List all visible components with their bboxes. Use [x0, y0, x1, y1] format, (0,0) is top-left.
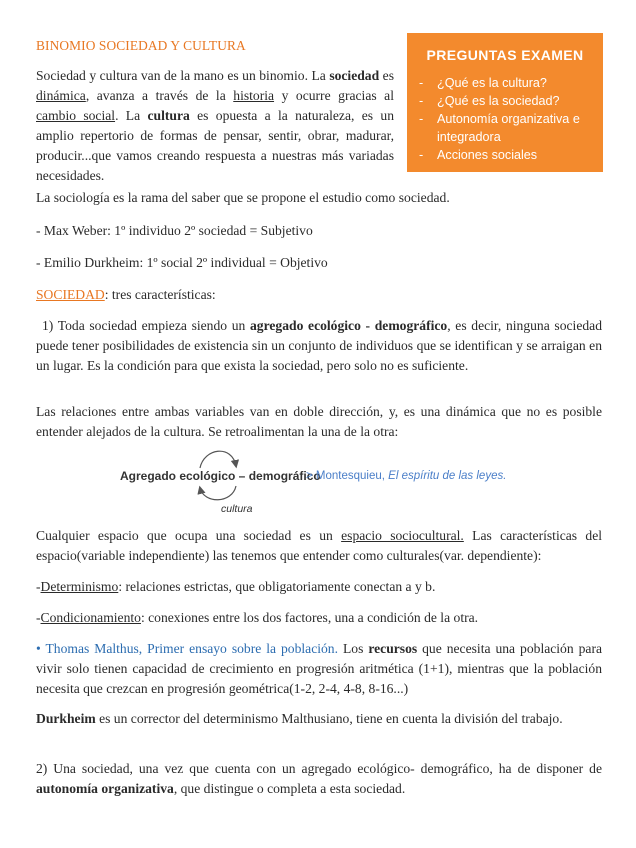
exam-question-item: - ¿Qué es la sociedad?: [419, 92, 591, 110]
exam-questions-title: PREGUNTAS EXAMEN: [426, 47, 584, 63]
space-paragraph: Cualquier espacio que ocupa una sociedad es un espacio sociocultural. Las características del espacio(variable independiente) las tenemos que entender como culturales(var. dependiente):: [36, 528, 602, 563]
intro-paragraph: Sociedad y cultura van de la mano es un binomio. La sociedad es dinámica, avanza a través de la historia y ocurre gracias al cambio social. La cultura es opuesta a la naturaleza, es un amplio repertorio de formas de pensar, sentir, obrar, madurar, producir...que vamos creando respuesta a nuestras más variadas necesidades.: [36, 68, 394, 183]
malthus-reference-link[interactable]: • Thomas Malthus, Primer ensayo sobre la población.: [36, 641, 339, 656]
determinismo-line: -Determinismo: relaciones estrictas, que obligatoriamente conectan a y b.: [36, 579, 436, 594]
weber-line: - Max Weber: 1º individuo 2º sociedad = Subjetivo: [36, 223, 313, 238]
diagram-main-label: Agregado ecológico – demográfico: [120, 469, 321, 483]
condicionamiento-line: -Condicionamiento: conexiones entre los dos factores, una a condición de la otra.: [36, 610, 479, 625]
point-1-paragraph: 1) Toda sociedad empieza siendo un agregado ecológico - demográfico, es decir, ninguna sociedad puede tener posibilidades de existencia sin un conjunto de individuos que se identifican y se arraigan en un lugar. Es la condición para que exista la sociedad, pero solo no es suficiente.: [36, 318, 602, 373]
relations-paragraph: Las relaciones entre ambas variables van en doble dirección, y, es una dinámica que no es posible entender alejados de la cultura. Se retroalimentan la una de la otra:: [36, 404, 602, 439]
diagram-culture-label: cultura: [221, 503, 253, 515]
exam-questions-box: [407, 33, 603, 172]
diagram-reference: > Montesquieu, El espíritu de las leyes.: [306, 470, 507, 482]
sociedad-heading: SOCIEDAD: tres características:: [36, 287, 216, 302]
durkheim-line: - Emilio Durkheim: 1º social 2º individual = Objetivo: [36, 255, 328, 270]
exam-question-item: - Autonomía organizativa e integradora: [419, 110, 591, 146]
sociology-definition: La sociología es la rama del saber que se propone el estudio como sociedad.: [36, 190, 450, 205]
durkheim-paragraph: Durkheim es un corrector del determinismo Malthusiano, tiene en cuenta la división del trabajo.: [36, 711, 563, 726]
exam-question-item: - Acciones sociales: [419, 146, 591, 164]
exam-questions-list: [419, 74, 591, 164]
sociedad-label: SOCIEDAD: [36, 287, 105, 302]
feedback-diagram: [118, 442, 538, 518]
section-title: BINOMIO SOCIEDAD Y CULTURA: [36, 38, 246, 53]
malthus-paragraph: • Thomas Malthus, Primer ensayo sobre la población. Los recursos que necesita una población para vivir solo tienen capacidad de crecimiento en progresión aritmética (1+1), mientras que la población necesita que crezcan en progresión geométrica(1-2, 2-4, 4-8, 8-16...): [36, 641, 603, 696]
exam-question-item: - ¿Qué es la cultura?: [419, 74, 591, 92]
point-2-paragraph: 2) Una sociedad, una vez que cuenta con un agregado ecológico- demográfico, ha de disponer de autonomía organizativa, que distingue o completa a esta sociedad.: [36, 761, 602, 796]
